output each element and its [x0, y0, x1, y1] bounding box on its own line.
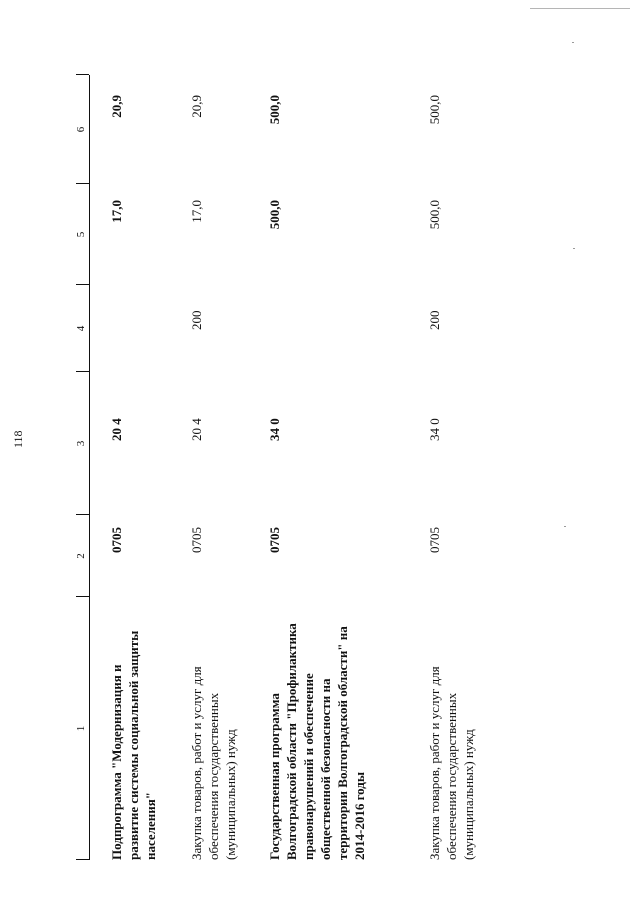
row-section: 0705	[267, 527, 282, 553]
column-header: 3	[75, 440, 87, 447]
scan-artifact	[530, 8, 630, 9]
scan-artifact	[573, 248, 575, 249]
row-expense-type: 200	[427, 310, 442, 330]
budget-table	[76, 0, 636, 860]
row-name: Подпрограмма "Модернизация и развитие системы социальной защиты населения"	[109, 630, 158, 860]
row-section: 0705	[189, 527, 204, 553]
page-number: 118	[11, 430, 25, 448]
row-value-5: 500,0	[427, 200, 442, 230]
row-value-6: 500,0	[267, 95, 282, 125]
column-header: 5	[75, 231, 87, 238]
row-value-6: 20,9	[189, 95, 204, 118]
scan-artifact	[564, 526, 566, 527]
row-name: Закупка товаров, работ и услуг для обеспечения государственных (муниципальных) нужд	[189, 666, 238, 860]
row-value-5: 17,0	[189, 200, 204, 223]
column-header: 6	[75, 126, 87, 133]
row-expense-type: 200	[189, 310, 204, 330]
row-target: 20 4	[109, 418, 124, 441]
row-value-6: 20,9	[109, 95, 124, 118]
column-header: 4	[75, 325, 87, 332]
row-name: Государственная программа Волгоградской области "Профилактика правонарушений и обеспечение общественной безопасности на территории Волгоградской области" на 2014-2016 годы	[267, 623, 367, 860]
row-value-6: 500,0	[427, 95, 442, 125]
scan-artifact	[572, 42, 574, 43]
row-value-5: 17,0	[109, 200, 124, 223]
row-target: 34 0	[267, 418, 282, 441]
row-name: Закупка товаров, работ и услуг для обеспечения государственных (муниципальных) нужд	[427, 666, 476, 860]
header-bottom-rule	[89, 75, 90, 860]
row-section: 0705	[427, 527, 442, 553]
column-header: 1	[75, 725, 87, 732]
row-value-5: 500,0	[267, 200, 282, 230]
column-header: 2	[75, 553, 87, 559]
row-target: 20 4	[189, 418, 204, 441]
row-target: 34 0	[427, 418, 442, 441]
row-section: 0705	[109, 527, 124, 553]
